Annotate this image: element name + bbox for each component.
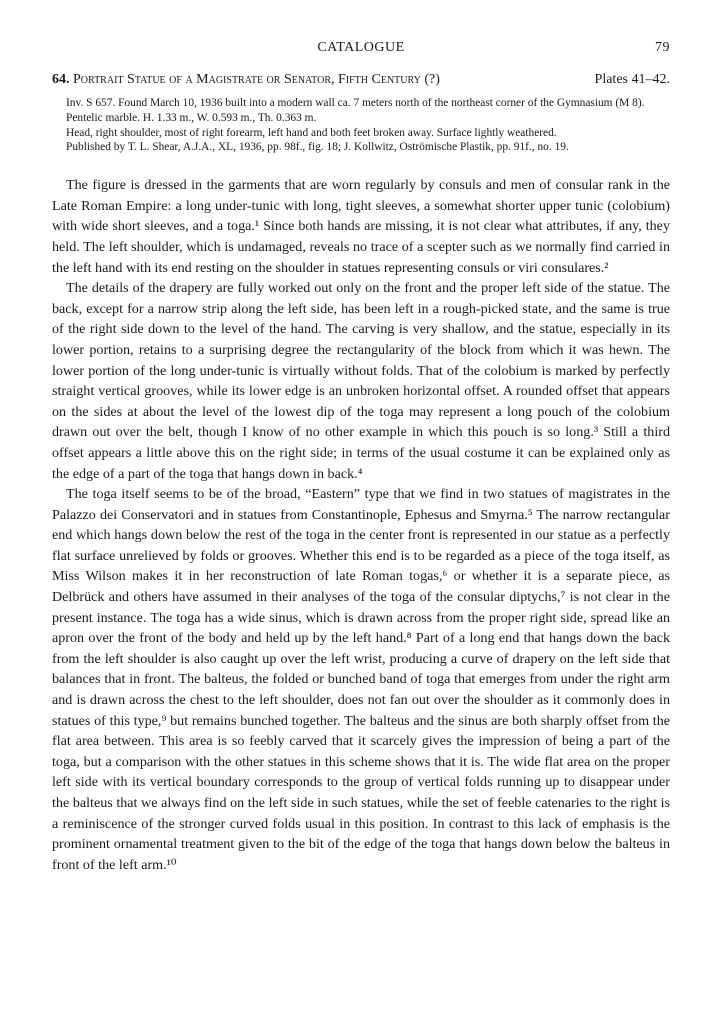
entry-plates: Plates 41–42. bbox=[594, 72, 670, 87]
running-head-title: CATALOGUE bbox=[317, 40, 405, 55]
meta-published: Published by T. L. Shear, A.J.A., XL, 1936, pp. 98f., fig. 18; J. Kollwitz, Oströmische Plastik, pp. 91f., no. 19. bbox=[66, 141, 569, 154]
page-number: 79 bbox=[655, 40, 670, 55]
paragraph-2: The details of the drapery are fully worked out only on the front and the proper left side of the statue. The back, except for a narrow strip along the left side, has been left in a rough-picked state, and the same is true of the right side down to the level of the hand. The carving is very shallow, and the statue, especially in its lower portion, retains to a surprising degree the rectangularity of the block from which it was hewn. The lower portion of the long under-tunic is virtually without folds. That of the colobium is marked by perfectly straight vertical grooves, while its lower edge is an unbroken horizontal offset. A rounded offset that appears on the sides at about the level of the lowest dip of the toga may represent a long pouch of the colobium drawn out over the belt, though I know of no other example in which this pouch is so long.³ Still a third offset appears a little above this on the right side; in terms of the usual costume it can be explained only as the edge of a part of the toga that hangs down in back.⁴ bbox=[52, 280, 670, 482]
meta-material: Pentelic marble. H. 1.33 m., W. 0.593 m., Th. 0.363 m. bbox=[66, 111, 317, 124]
paragraph-1: The figure is dressed in the garments that are worn regularly by consuls and men of consular rank in the Late Roman Empire: a long under-tunic with long, tight sleeves, a somewhat shorter upper tunic (colobium) with wide short sleeves, and a toga.¹ Since both hands are missing, it is not clear what attributes, if any, they held. The left shoulder, which is undamaged, reveals no trace of a scepter such as we normally find carried in the left hand with its end resting on the shoulder in statues representing consuls or viri consulares.² bbox=[52, 177, 670, 276]
paragraph-3: The toga itself seems to be of the broad, “Eastern” type that we find in two statues of magistrates in the Palazzo dei Conservatori and in statues from Constantinople, Ephesus and Smyrna.⁵ The narrow rectangular end which hangs down below the rest of the toga in the center front is represented in our statue as a perfectly flat surface unrelieved by folds or grooves. Whether this end is to be regarded as a piece of the toga itself, as Miss Wilson makes it in her reconstruction of late Roman togas,⁶ or whether it is a separate piece, as Delbrück and others have assumed in their analyses of the toga of the consular diptychs,⁷ is not clear in the present instance. The toga has a wide sinus, which is drawn across from the proper right side, spread like an apron over the front of the body and held up by the left hand.⁸ Part of a long end that hangs down the back from the left shoulder is also caught up over the left wrist, producing a curve of drapery on the left side that balances that in front. The balteus, the folded or bunched band of toga that emerges from under the right arm and is drawn across the chest to the left shoulder, does not fan out over the shoulder as it commonly does in statues of this type,⁹ but remains bunched together. The balteus and the sinus are both sharply offset from the flat area between. This area is so feebly carved that it scarcely gives the impression of being a part of the toga, but a comparison with the other statues in this scheme shows that it is. The wide flat area on the proper left side with its vertical boundary corresponds to the group of vertical folds running up to disappear under the balteus that we always find on the left side in such statues, while the set of feeble catenaries to the right is a reminiscence of the stronger curved folds usual in this position. In contrast to this lack of emphasis is the prominent ornamental treatment given to the bit of the edge of the toga that hangs down below the balteus in front of the left arm.¹⁰ bbox=[52, 486, 670, 873]
entry-heading bbox=[52, 72, 670, 88]
running-head bbox=[52, 40, 670, 60]
body-text bbox=[52, 175, 670, 875]
meta-inventory: Inv. S 657. Found March 10, 1936 built into a modern wall ca. 7 meters north of the northeast corner of the Gymnasium (M 8). bbox=[66, 97, 645, 109]
entry-number: 64. bbox=[52, 72, 70, 87]
document-page bbox=[52, 40, 670, 875]
entry-title-line bbox=[52, 72, 440, 88]
entry-metadata bbox=[52, 96, 670, 155]
meta-condition: Head, right shoulder, most of right forearm, left hand and both feet broken away. Surface lightly weathered. bbox=[66, 126, 557, 139]
entry-title: Portrait Statue of a Magistrate or Senator, Fifth Century (?) bbox=[73, 72, 440, 87]
